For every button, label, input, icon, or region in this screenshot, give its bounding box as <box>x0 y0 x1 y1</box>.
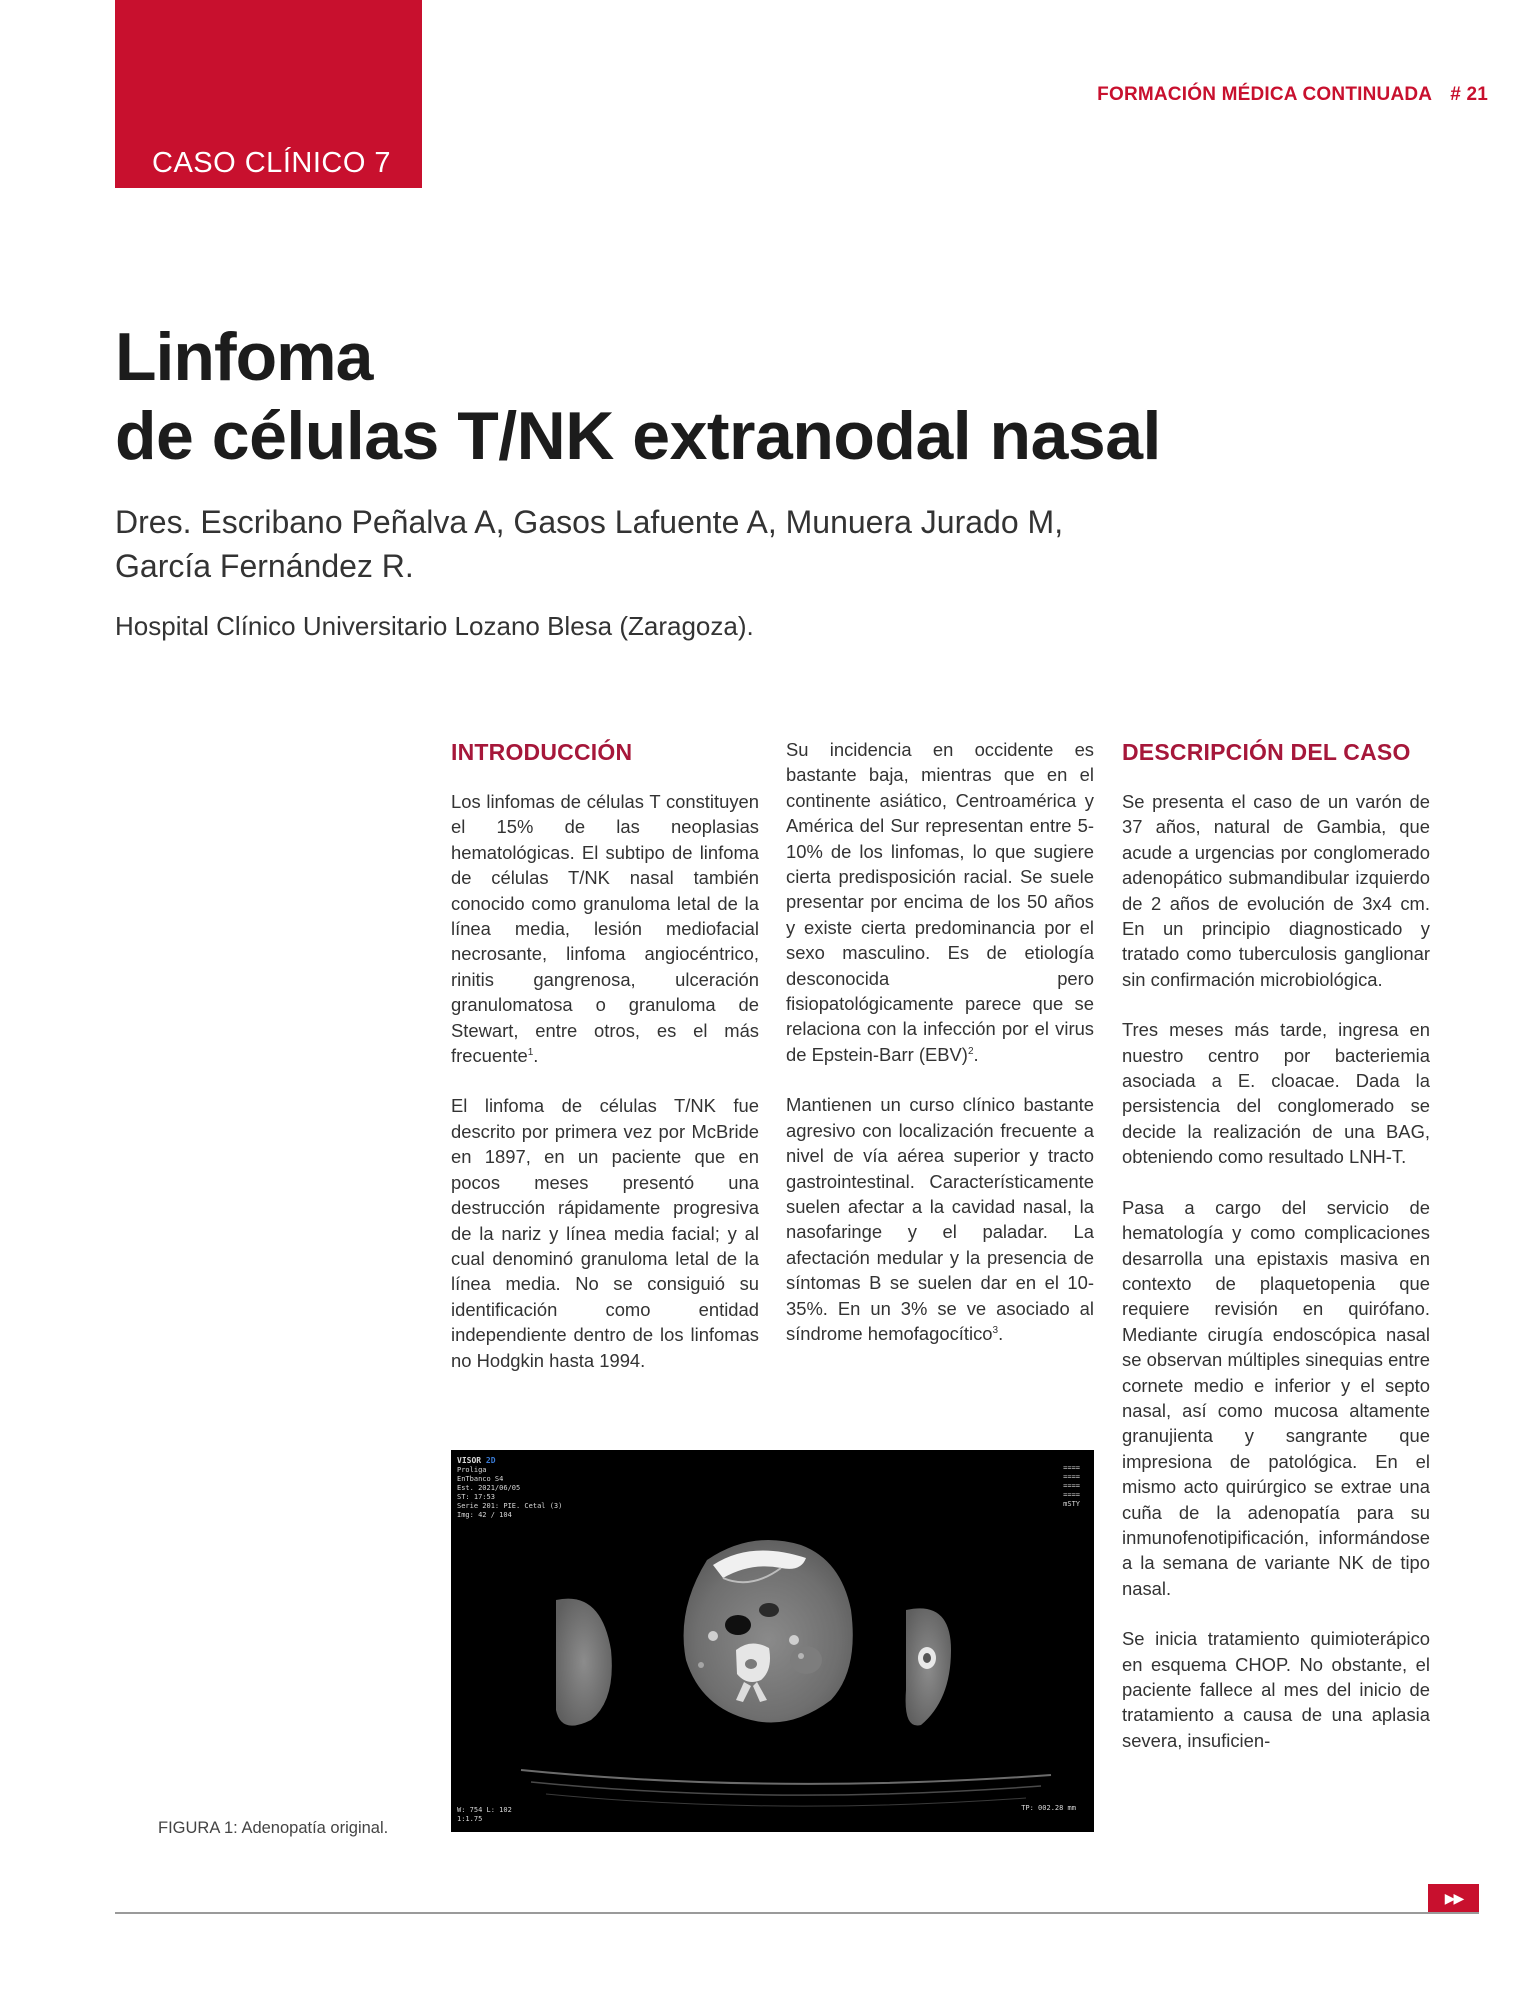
footer-rule <box>115 1912 1479 1914</box>
mid-paragraph-1: Su incidencia en occidente es bastante baja, mientras que en el continente asiático, Centroamérica y América del Sur representan entre 5-10% de los linfomas, lo que sugiere cierta predisposición racial. Se suele presentar por encima de los 50 años y existe cierta predominancia por el sexo masculino. Es de etiología desconocida pero fisiopatológicamente parece que se relaciona con la infección por el virus de Epstein-Barr (EBV)$^2$. <box>786 739 1094 1065</box>
column-introduction <box>451 737 759 1398</box>
title-line-1: Linfoma <box>115 319 373 395</box>
running-title: FORMACIÓN MÉDICA CONTINUADA <box>1097 84 1433 105</box>
column-case-description <box>1122 737 1430 1778</box>
reference-marker: 3 <box>992 1324 999 1336</box>
viewer-metadata-bottom-right: TP: 002.28 mm <box>1021 1804 1076 1812</box>
viewer-metadata-bottom-left: W: 754 L: 102 1:1.75 <box>457 1806 512 1823</box>
viewer-metadata-top-right: ==== ==== ==== ==== mSTY <box>1063 1464 1080 1508</box>
reference-marker: 2 <box>967 1045 974 1057</box>
figure-caption: FIGURA 1: Adenopatía original. <box>158 1819 389 1837</box>
intro-paragraph-1: Los linfomas de células T constituyen el 15% de las neoplasias hematológicas. El subtipo de linfoma de células T/NK nasal también conocido como granuloma letal de la línea media, lesión mediofacial necrosante, linfoma angiocéntrico, rinitis gangrenosa, ulceración granulomatosa o granuloma de Stewart, entre otros, es el más frecuente$^1$. <box>451 791 759 1067</box>
case-paragraph-1: Se presenta el caso de un varón de 37 años, natural de Gambia, que acude a urgencias por conglomerado adenopático submandibular izquierdo de 2 años de evolución de 3x4 cm. En un principio diagnosticado y tratado como tuberculosis ganglionar sin confirmación microbiológica. <box>1122 791 1430 990</box>
case-heading: DESCRIPCIÓN DEL CASO <box>1122 739 1411 765</box>
page-number: # 21 <box>1450 84 1488 105</box>
affiliation: Hospital Clínico Universitario Lozano Blesa (Zaragoza). <box>115 611 754 641</box>
intro-heading: INTRODUCCIÓN <box>451 739 633 765</box>
case-paragraph-2: Tres meses más tarde, ingresa en nuestro centro por bacteriemia asociada a E. cloacae. Dada la persistencia del conglomerado se decide la realización de una BAG, obteniendo como resultado LNH-T. <box>1122 1019 1430 1168</box>
viewer-metadata-top-left: VISOR 2D Proliga EnTbanco S4 Est. 2021/06/05 ST: 17:53 Serie 201: PIE. Cetal (3) Img: 42 / 104 <box>457 1456 563 1519</box>
ct-scan-image <box>451 1450 1094 1832</box>
article-title <box>115 318 1445 476</box>
next-page-arrow-icon: ▶▶ <box>1428 1884 1479 1912</box>
running-header <box>1097 84 1488 106</box>
case-paragraph-3: Pasa a cargo del servicio de hematología y como complicaciones desarrolla una epistaxis masiva en contexto de plaquetopenia que requiere revisión en quirófano. Mediante cirugía endoscópica nasal se observan múltiples sinequias entre cornete medio e inferior y el septo nasal, así como mucosa altamente granujienta y sangrante que impresiona de patológica. En el mismo acto quirúrgico se extrae una cuña de la adenopatía para su inmunofenotipificación, informándose a la semana de variante NK de tipo nasal. <box>1122 1196 1430 1599</box>
authors-line-1: Dres. Escribano Peñalva A, Gasos Lafuente A, Munuera Jurado M, <box>115 504 1064 540</box>
section-label: CASO CLÍNICO 7 <box>152 147 392 179</box>
title-line-2: de células T/NK extranodal nasal <box>115 398 1161 474</box>
section-banner <box>115 0 422 188</box>
reference-marker: 1 <box>527 1046 534 1058</box>
authors-line-2: García Fernández R. <box>115 548 414 584</box>
intro-paragraph-2: El linfoma de células T/NK fue descrito por primera vez por McBride en 1897, en un paciente que en pocos meses presentó una destrucción rápidamente progresiva de la nariz y línea media facial; y al cual denominó granuloma letal de la línea media. No se consiguió su identificación como entidad independiente dentro de los linfomas no Hodgkin hasta 1994. <box>451 1095 759 1371</box>
mid-paragraph-2: Mantienen un curso clínico bastante agresivo con localización frecuente a nivel de vía aérea superior y tracto gastrointestinal. Característicamente suelen afectar a la cavidad nasal, la nasofaringe y el paladar. La afectación medular y la presencia de síntomas B se suelen dar en el 10-35%. En un 3% se ve asociado al síndrome hemofagocítico$^3$. <box>786 1094 1094 1344</box>
case-paragraph-4: Se inicia tratamiento quimioterápico en esquema CHOP. No obstante, el paciente fallece al mes del inicio de tratamiento a causa de una aplasia severa, insuficien- <box>1122 1628 1430 1751</box>
column-middle <box>786 737 1094 1371</box>
author-list <box>115 500 1265 588</box>
